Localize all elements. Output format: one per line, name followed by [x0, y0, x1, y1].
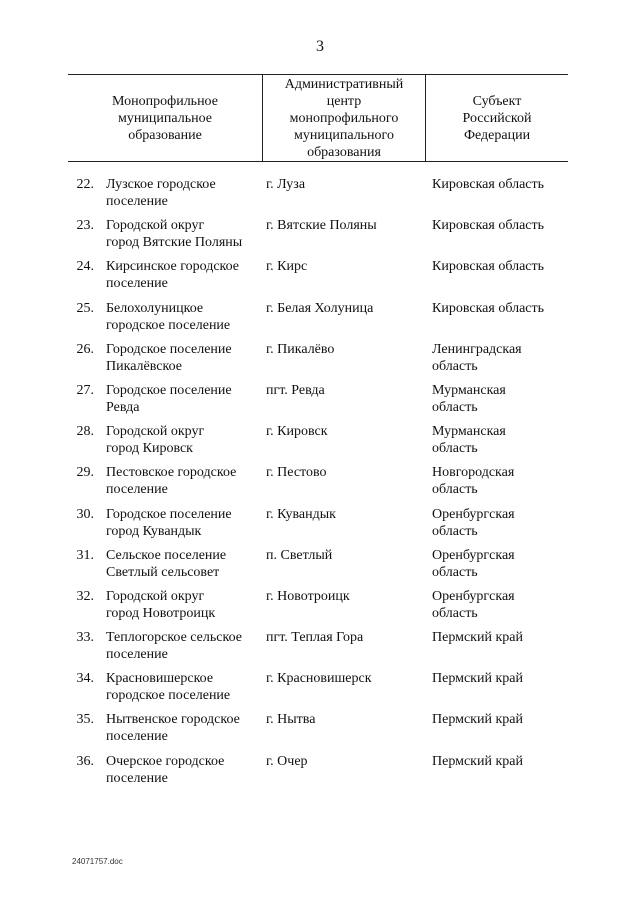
row-municipality: Пестовское городское поселение	[106, 465, 237, 498]
row-number: 35.	[76, 712, 94, 728]
row-federal-subject: Пермский край	[432, 712, 523, 728]
row-federal-subject: Мурманская область	[432, 424, 506, 457]
row-municipality: Городской округ город Кировск	[106, 424, 205, 457]
row-municipality: Кирсинское городское поселение	[106, 259, 240, 292]
row-admin-center: пгт. Теплая Гора	[266, 630, 364, 646]
table-row	[68, 753, 568, 794]
header-municipality	[68, 75, 262, 161]
row-admin-center: г. Кировск	[266, 424, 328, 440]
row-federal-subject: Ленинградская область	[432, 341, 522, 374]
table-row	[68, 258, 568, 299]
row-federal-subject: Кировская область	[432, 259, 545, 275]
row-municipality: Белохолуницкое городское поселение	[106, 300, 231, 333]
table-row	[68, 670, 568, 711]
table-body	[68, 176, 568, 794]
row-number: 28.	[76, 424, 94, 440]
header-municipality-label: Монопрофильное муниципальное образование	[112, 93, 218, 143]
row-number: 25.	[76, 300, 94, 316]
table-row	[68, 423, 568, 464]
header-admin-center	[263, 75, 425, 161]
row-number: 22.	[76, 177, 94, 192]
row-number: 30.	[76, 506, 94, 522]
table-row	[68, 629, 568, 670]
table-row	[68, 176, 568, 217]
row-municipality: Теплогорское сельское поселение	[106, 630, 242, 663]
row-number: 29.	[76, 465, 94, 481]
row-admin-center: пгт. Ревда	[266, 382, 325, 398]
row-admin-center: г. Новотроицк	[266, 588, 350, 604]
table-row	[68, 464, 568, 505]
row-admin-center: г. Пестово	[266, 465, 327, 481]
row-municipality: Нытвенское городское поселение	[106, 712, 240, 745]
table-row	[68, 547, 568, 588]
row-number: 27.	[76, 382, 94, 398]
row-federal-subject: Мурманская область	[432, 382, 506, 415]
page-number: 3	[316, 38, 324, 55]
table-row	[68, 506, 568, 547]
table-row	[68, 588, 568, 629]
row-admin-center: г. Кирс	[266, 259, 308, 275]
row-number: 34.	[76, 671, 94, 687]
row-federal-subject: Оренбургская область	[432, 506, 515, 539]
row-admin-center: г. Луза	[266, 177, 306, 192]
row-municipality: Лузское городское поселение	[106, 177, 216, 209]
row-number: 23.	[76, 218, 94, 234]
row-admin-center: г. Вятские Поляны	[266, 218, 377, 234]
row-municipality: Красновишерское городское поселение	[106, 671, 231, 704]
row-federal-subject: Пермский край	[432, 753, 523, 769]
row-municipality: Сельское поселение Светлый сельсовет	[106, 547, 227, 580]
row-federal-subject: Кировская область	[432, 300, 545, 316]
row-municipality: Городское поселение Ревда	[106, 382, 232, 415]
table-row	[68, 341, 568, 382]
row-admin-center: г. Нытва	[266, 712, 316, 728]
document-filename: 24071757.doc	[72, 857, 123, 866]
table-header	[68, 74, 568, 162]
row-federal-subject: Кировская область	[432, 177, 545, 192]
row-admin-center: г. Пикалёво	[266, 341, 335, 357]
row-municipality: Городской округ город Новотроицк	[106, 588, 216, 621]
row-admin-center: п. Светлый	[266, 547, 333, 563]
row-municipality: Городское поселение Пикалёвское	[106, 341, 232, 374]
row-number: 33.	[76, 630, 94, 646]
row-number: 32.	[76, 588, 94, 604]
row-admin-center: г. Кувандык	[266, 506, 336, 522]
row-federal-subject: Пермский край	[432, 630, 523, 646]
row-municipality: Очерское городское поселение	[106, 753, 225, 786]
row-number: 26.	[76, 341, 94, 357]
table-row	[68, 711, 568, 752]
table-row	[68, 382, 568, 423]
row-number: 36.	[76, 753, 94, 769]
row-federal-subject: Пермский край	[432, 671, 523, 687]
row-admin-center: г. Красновишерск	[266, 671, 372, 687]
row-municipality: Городской округ город Вятские Поляны	[106, 218, 243, 251]
header-federal-subject	[426, 75, 568, 161]
row-number: 31.	[76, 547, 94, 563]
row-municipality: Городское поселение город Кувандык	[106, 506, 232, 539]
row-admin-center: г. Очер	[266, 753, 308, 769]
row-federal-subject: Новгородская область	[432, 465, 515, 498]
header-federal-subject-label: Субъект Российской Федерации	[462, 93, 532, 143]
row-federal-subject: Оренбургская область	[432, 547, 515, 580]
row-admin-center: г. Белая Холуница	[266, 300, 374, 316]
row-number: 24.	[76, 259, 94, 275]
table-row	[68, 217, 568, 258]
monotown-table	[68, 74, 568, 794]
header-admin-center-label: Административный центр монопрофильного муниципального образования	[284, 76, 404, 160]
row-federal-subject: Оренбургская область	[432, 588, 515, 621]
row-federal-subject: Кировская область	[432, 218, 545, 234]
table-row	[68, 300, 568, 341]
